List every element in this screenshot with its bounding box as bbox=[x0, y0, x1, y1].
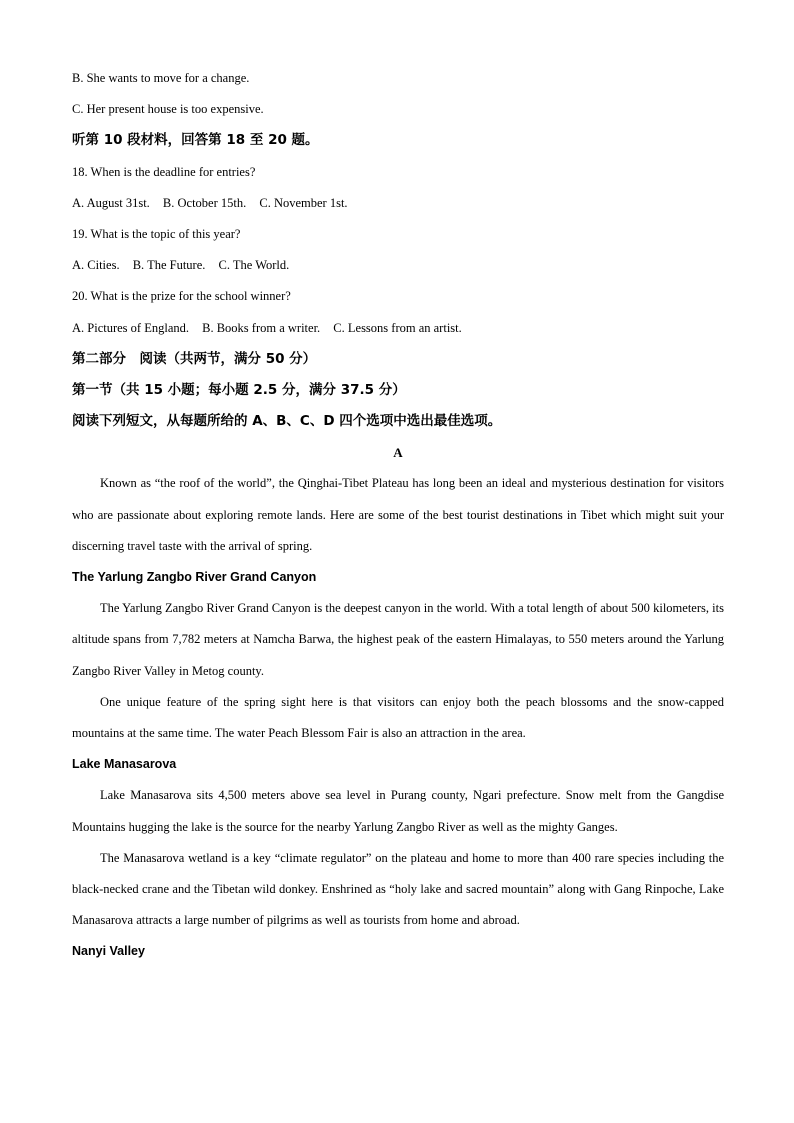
q19-option-a: A. Cities. bbox=[72, 258, 120, 273]
passage-label: A bbox=[393, 445, 403, 461]
q18-option-c: C. November 1st. bbox=[259, 195, 348, 210]
passage-intro: Known as “the roof of the world”, the Qinghai-Tibet Plateau has long been an ideal and mysterious destination for visitors who are passionate about exploring remote lands. Here are some of the best tourist destinations in Tibet which might suit your discerning travel taste with the arrival of spring. bbox=[72, 476, 724, 553]
q17-option-c: C. Her present house is too expensive. bbox=[72, 102, 264, 117]
q18-option-a: A. August 31st. bbox=[72, 195, 150, 210]
q19-option-c: C. The World. bbox=[218, 258, 290, 273]
lake-paragraph-1: Lake Manasarova sits 4,500 meters above sea level in Purang county, Ngari prefecture. Snow melt from the Gangdise Mountains hugging the lake is the source for the nearby Yarlung Zangbo River as well as the mighty Ganges. bbox=[72, 788, 724, 834]
section-one-heading: 第一节（共 15 小题；每小题 2.5 分，满分 37.5 分） bbox=[72, 381, 406, 398]
q19-option-b: B. The Future. bbox=[132, 258, 206, 273]
q18-options bbox=[72, 188, 724, 219]
q20-options bbox=[72, 313, 724, 344]
q17-option-b: B. She wants to move for a change. bbox=[72, 71, 250, 85]
canyon-paragraph-2: One unique feature of the spring sight here is that visitors can enjoy both the peach blossoms and the snow-capped mountains at the same time. The water Peach Blessom Fair is also an attraction in the area. bbox=[72, 694, 724, 741]
section10-heading: 听第 10 段材料，回答第 18 至 20 题。 bbox=[72, 132, 319, 149]
q19-options bbox=[72, 250, 724, 281]
q20-question: 20. What is the prize for the school winner? bbox=[72, 289, 291, 304]
canyon-paragraph-1: The Yarlung Zangbo River Grand Canyon is the deepest canyon in the world. With a total length of about 500 kilometers, its altitude spans from 7,782 meters at Namcha Barwa, the highest peak of the eastern Himalayas, to 550 meters around the Yarlung Zangbo River Valley in Metog county. bbox=[72, 601, 724, 678]
lake-paragraph-2: The Manasarova wetland is a key “climate regulator” on the plateau and home to more than 400 rare species including the black-necked crane and the Tibetan wild donkey. Enshrined as “holy lake and sacred mountain” along with Gang Rinpoche, Lake Manasarova attracts a large number of pilgrims as well as tourists from home and abroad. bbox=[72, 850, 724, 928]
q19-question: 19. What is the topic of this year? bbox=[72, 226, 241, 241]
q20-option-b: B. Books from a writer. bbox=[202, 320, 321, 335]
lake-title: Lake Manasarova bbox=[72, 757, 177, 772]
q20-option-a: A. Pictures of England. bbox=[72, 320, 189, 335]
q18-option-b: B. October 15th. bbox=[162, 195, 247, 210]
canyon-title: The Yarlung Zangbo River Grand Canyon bbox=[72, 570, 317, 585]
q20-option-c: C. Lessons from an artist. bbox=[333, 320, 462, 335]
part-two-heading: 第二部分 阅读（共两节，满分 50 分） bbox=[72, 350, 317, 367]
reading-instruction: 阅读下列短文，从每题所给的 A、B、C、D 四个选项中选出最佳选项。 bbox=[72, 413, 502, 430]
q18-question: 18. When is the deadline for entries? bbox=[72, 164, 256, 179]
valley-title: Nanyi Valley bbox=[72, 944, 145, 959]
exam-page bbox=[72, 63, 724, 968]
